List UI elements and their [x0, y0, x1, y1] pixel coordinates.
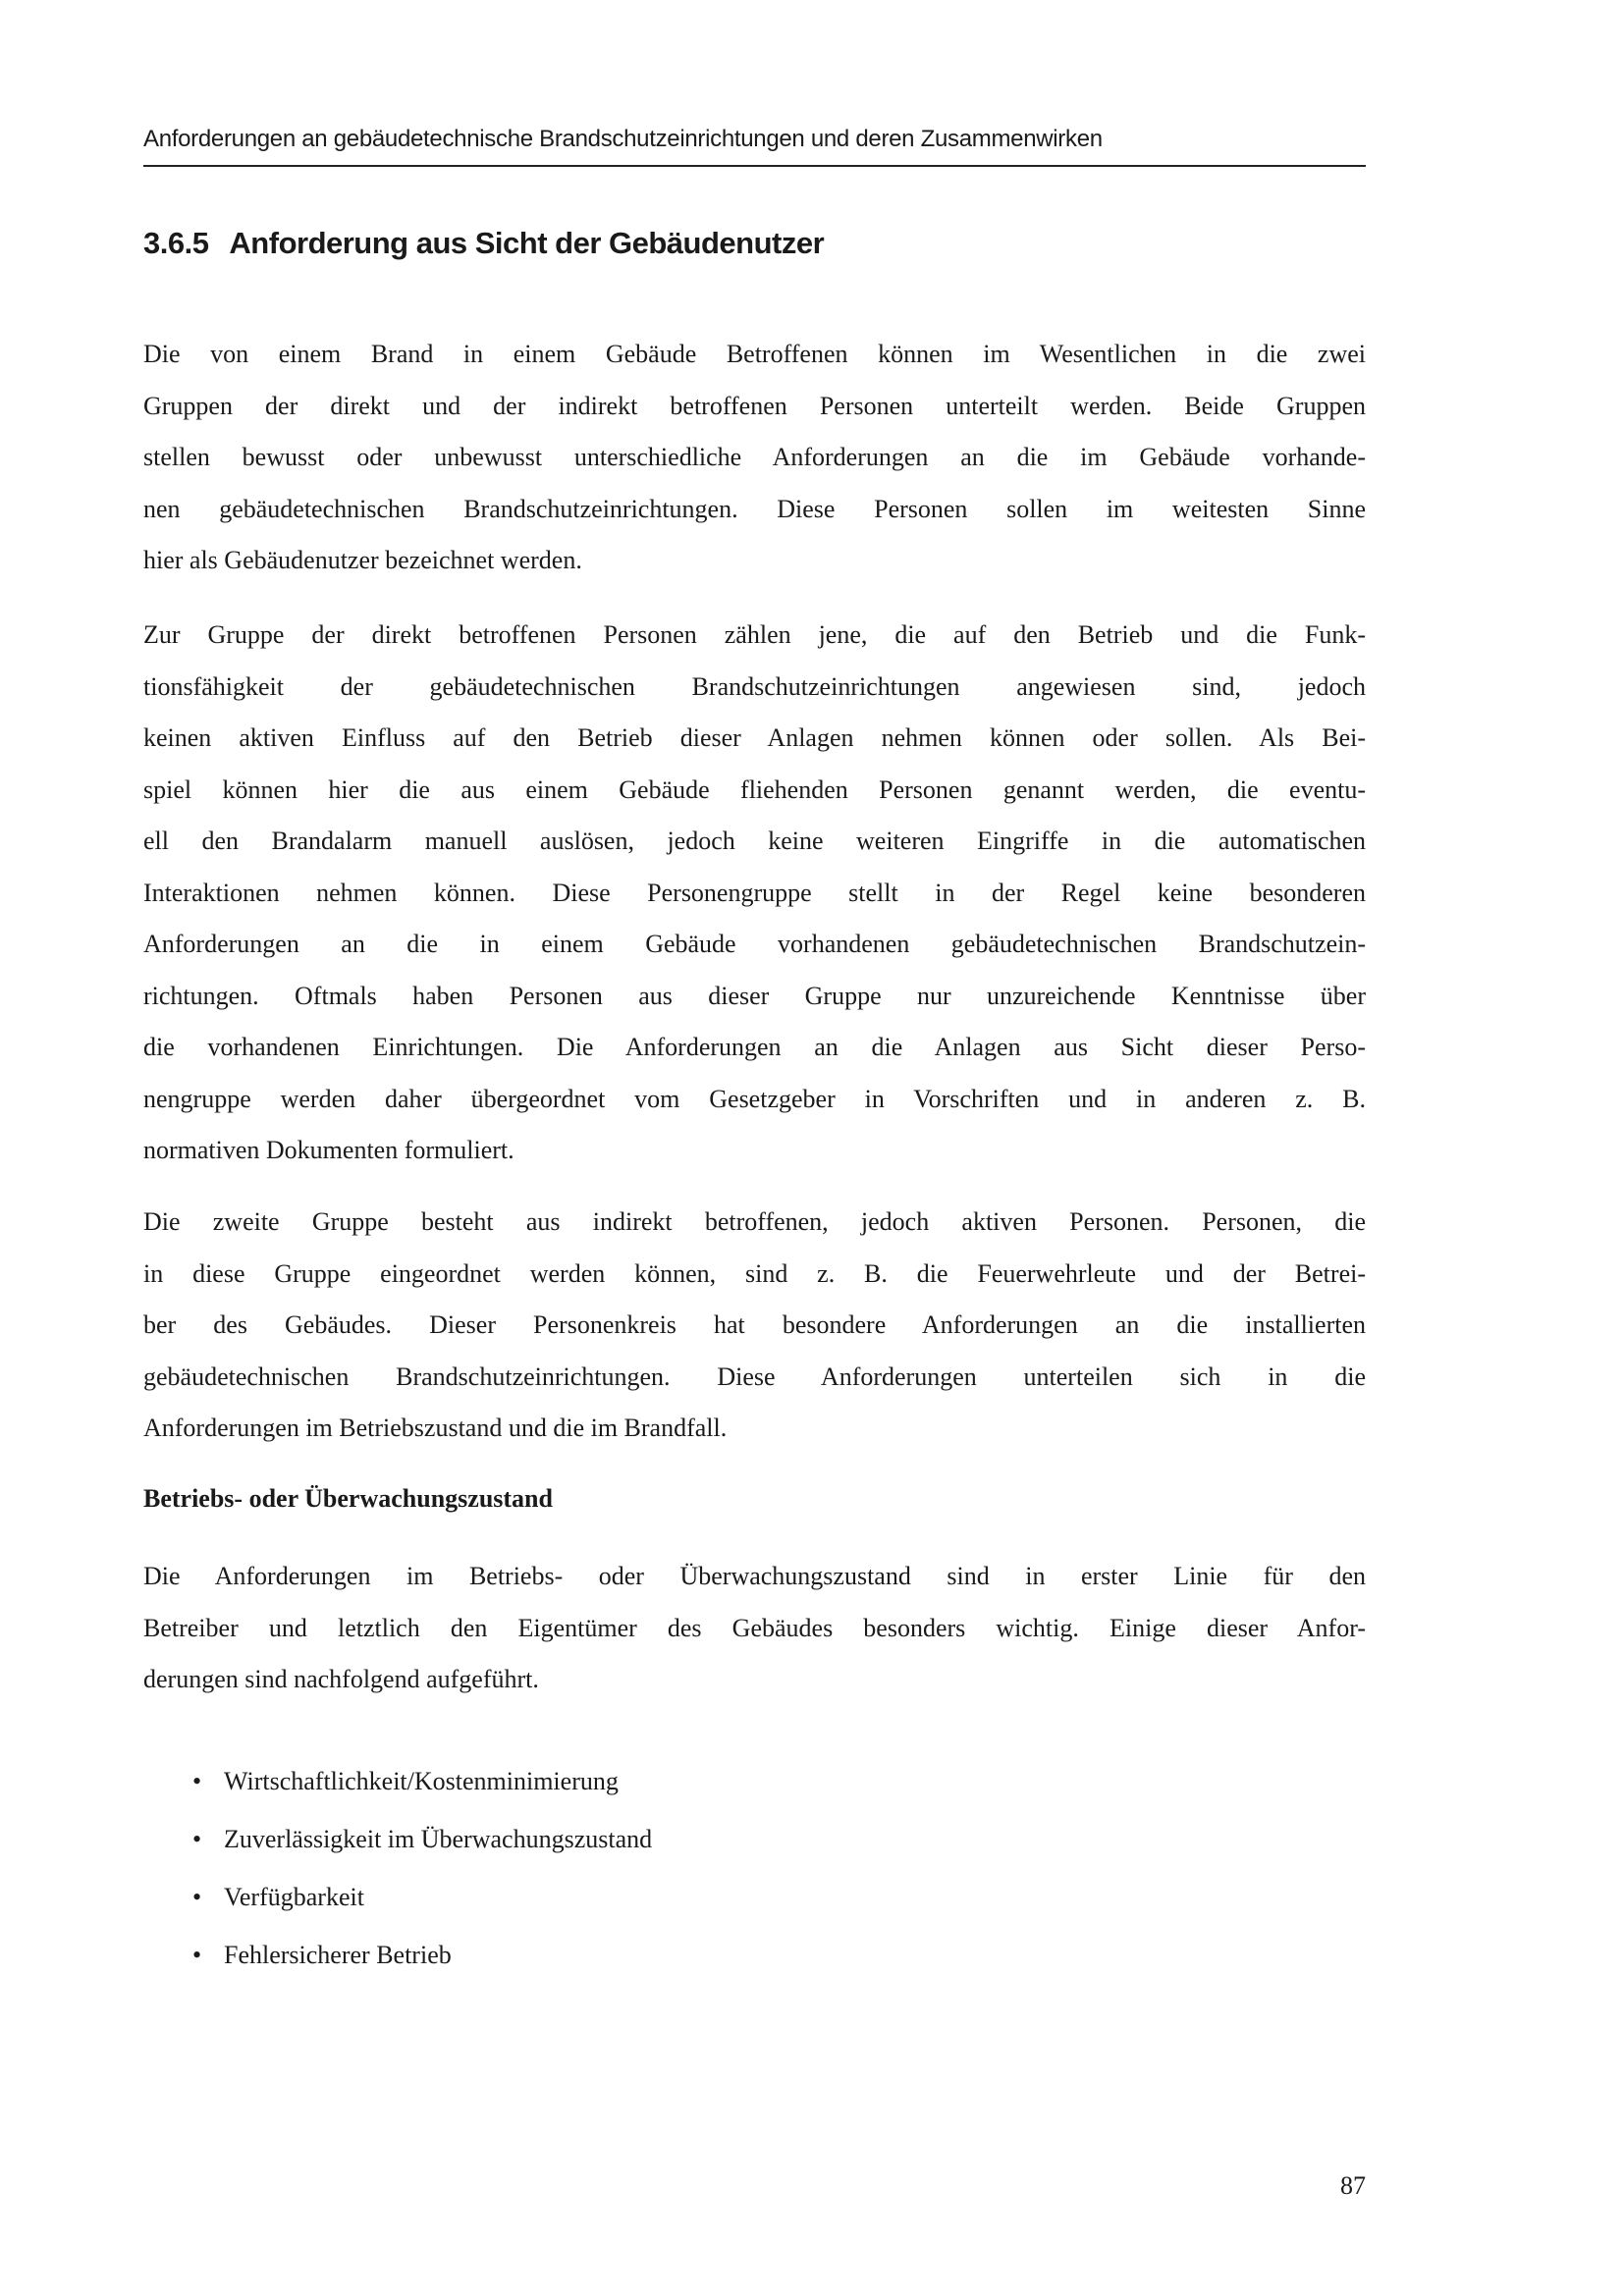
list-item [192, 1931, 652, 1989]
text-line: stellen bewusst oder unbewusst unterschiedliche Anforderungen an die im Gebäude vorhande- [143, 443, 1366, 471]
text-line: Zur Gruppe der direkt betroffenen Personen zählen jene, die auf den Betrieb und die Funk- [143, 620, 1366, 649]
text-line: normativen Dokumenten formuliert. [143, 1136, 514, 1164]
text-line: gebäudetechnischen Brandschutzeinrichtungen. Diese Anforderungen unterteilen sich in die [143, 1362, 1366, 1391]
requirements-list [192, 1757, 652, 1989]
text-line: keinen aktiven Einfluss auf den Betrieb dieser Anlagen nehmen können oder sollen. Als Bei- [143, 723, 1366, 752]
list-item-text: Wirtschaftlichkeit/Kostenminimierung [224, 1767, 619, 1795]
text-line: Die von einem Brand in einem Gebäude Betroffenen können im Wesentlichen in die zwei [143, 340, 1366, 368]
text-line: ell den Brandalarm manuell auslösen, jedoch keine weiteren Eingriffe in die automatischen [143, 827, 1366, 855]
text-line: Gruppen der direkt und der indirekt betroffenen Personen unterteilt werden. Beide Gruppen [143, 391, 1366, 420]
list-item [192, 1815, 652, 1873]
list-item [192, 1757, 652, 1815]
text-line: nengruppe werden daher übergeordnet vom Gesetzgeber in Vorschriften und in anderen z. B. [143, 1084, 1366, 1113]
list-item [192, 1873, 652, 1931]
paragraph-3 [143, 1197, 1366, 1455]
text-line: spiel können hier die aus einem Gebäude fliehenden Personen genannt werden, die eventu- [143, 774, 1366, 804]
paragraph-4 [143, 1551, 1366, 1706]
text-line: Interaktionen nehmen können. Diese Personengruppe stellt in der Regel keine besonderen [143, 878, 1366, 907]
text-line: hier als Gebäudenutzer bezeichnet werden. [143, 546, 582, 574]
bullet-icon: • [192, 1767, 202, 1795]
text-line: Die zweite Gruppe besteht aus indirekt betroffenen, jedoch aktiven Personen. Personen, die [143, 1207, 1366, 1236]
paragraph-1 [143, 329, 1366, 587]
bullet-icon: • [192, 1883, 202, 1911]
list-item-text: Zuverlässigkeit im Überwachungszustand [224, 1825, 653, 1853]
running-head: Anforderungen an gebäudetechnische Brandschutzeinrichtungen und deren Zusammenwirken [143, 126, 1103, 152]
text-line: Anforderungen im Betriebszustand und die im Brandfall. [143, 1414, 728, 1442]
page-number: 87 [1340, 2171, 1366, 2200]
text-line: Betreiber und letztlich den Eigentümer des Gebäudes besonders wichtig. Einige dieser Anfor- [143, 1613, 1366, 1642]
subheading: Betriebs- oder Überwachungszustand [143, 1484, 553, 1513]
header-rule [143, 165, 1366, 167]
section-title: Anforderung aus Sicht der Gebäudenutzer [229, 226, 825, 260]
list-item-text: Verfügbarkeit [224, 1883, 364, 1911]
text-line: Anforderungen an die in einem Gebäude vorhandenen gebäudetechnischen Brandschutzein- [143, 930, 1366, 958]
section-number: 3.6.5 [143, 226, 209, 260]
bullet-icon: • [192, 1941, 202, 1969]
section-heading [143, 226, 824, 261]
text-line: ber des Gebäudes. Dieser Personenkreis hat besondere Anforderungen an die installierten [143, 1310, 1366, 1339]
text-line: die vorhandenen Einrichtungen. Die Anforderungen an die Anlagen aus Sicht dieser Perso- [143, 1033, 1366, 1061]
bullet-icon: • [192, 1825, 202, 1853]
paragraph-2 [143, 610, 1366, 1177]
text-line: derungen sind nachfolgend aufgeführt. [143, 1665, 539, 1693]
text-line: tionsfähigkeit der gebäudetechnischen Brandschutzeinrichtungen angewiesen sind, jedoch [143, 671, 1366, 701]
text-line: Die Anforderungen im Betriebs- oder Überwachungszustand sind in erster Linie für den [143, 1562, 1366, 1590]
text-line: richtungen. Oftmals haben Personen aus dieser Gruppe nur unzureichende Kenntnisse über [143, 981, 1366, 1010]
list-item-text: Fehlersicherer Betrieb [224, 1941, 452, 1969]
text-line: nen gebäudetechnischen Brandschutzeinrichtungen. Diese Personen sollen im weitesten Sinne [143, 494, 1366, 523]
text-line: in diese Gruppe eingeordnet werden können, sind z. B. die Feuerwehrleute und der Betrei- [143, 1258, 1366, 1288]
